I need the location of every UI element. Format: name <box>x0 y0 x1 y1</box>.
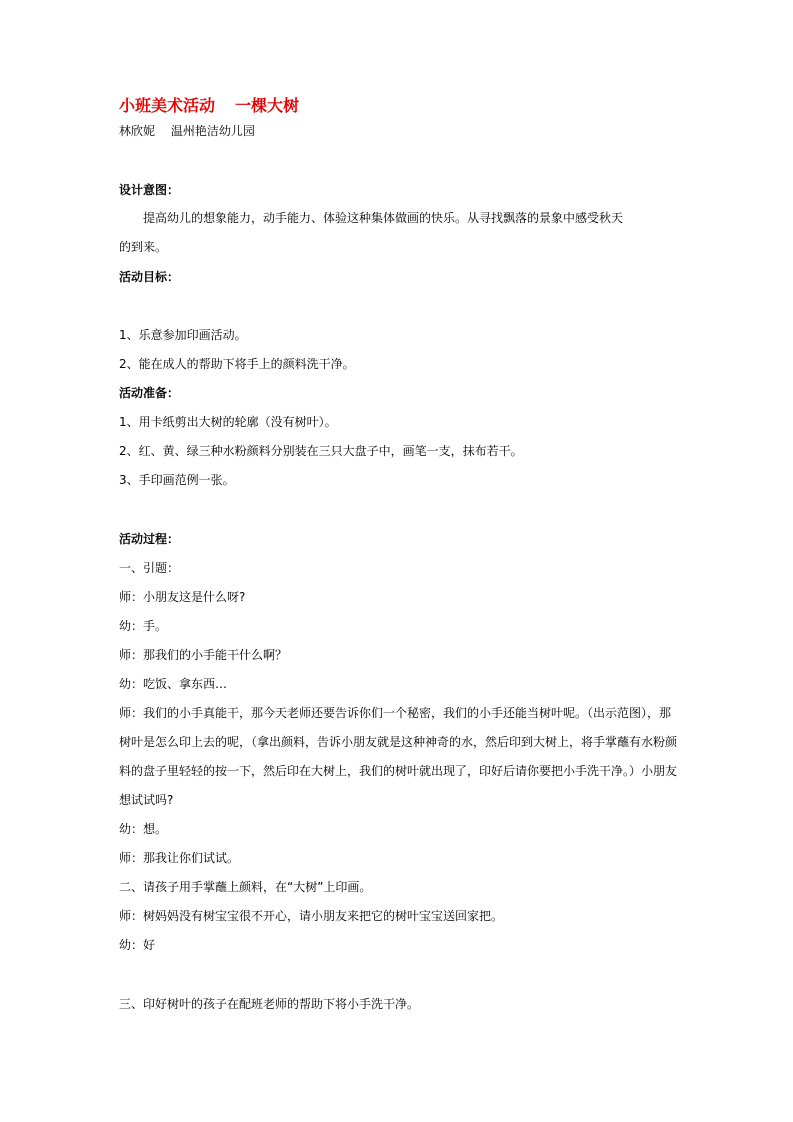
dialogue-line: 幼：吃饭、拿东西… <box>119 677 228 691</box>
design-paragraph-line-2: 的到来。 <box>119 240 168 254</box>
goal-item-2: 2、能在成人的帮助下将手上的颜料洗干净。 <box>119 357 355 371</box>
author-line: 林欣妮 温州艳洁幼儿园 <box>119 124 255 138</box>
process-step-1-title: 一、引题： <box>119 561 180 575</box>
dialogue-line: 幼：手。 <box>119 619 168 633</box>
title-part-topic: 一棵大树 <box>235 96 300 115</box>
preparation-heading: 活动准备： <box>119 386 180 400</box>
dialogue-line: 师：那我让你们试试。 <box>119 851 240 865</box>
preparation-item-3: 3、手印画范例一张。 <box>119 473 235 487</box>
dialogue-line: 幼：想。 <box>119 822 168 836</box>
dialogue-line: 幼：好 <box>119 938 156 952</box>
title-part-activity: 小班美术活动 <box>119 96 216 115</box>
process-step-2-title: 二、请孩子用手掌蘸上颜料，在“大树”上印画。 <box>119 880 372 894</box>
design-paragraph-line-1: 提高幼儿的想象能力，动手能力、体验这种集体做画的快乐。从寻找飘落的景象中感受秋天 <box>143 211 624 225</box>
preparation-item-1: 1、用卡纸剪出大树的轮廓（没有树叶）。 <box>119 415 337 429</box>
goals-heading: 活动目标： <box>119 270 180 284</box>
dialogue-paragraph: 师：我们的小手真能干，那今天老师还要告诉你们一个秘密，我们的小手还能当树叶呢。（出示范图），那树叶是怎么印上去的呢，（拿出颜料，告诉小朋友就是这种神奇的水，然后印到大树上，将手掌蘸有水粉颜料的盘子里轻轻的按一下，然后印在大树上，我们的树叶就出现了，印好后请你要把小手洗干净。）小朋友想试试吗? <box>119 706 678 807</box>
dialogue-line: 师：那我们的小手能干什么啊？ <box>119 648 288 662</box>
document-title <box>119 95 677 117</box>
dialogue-line: 师：树妈妈没有树宝宝很不开心，请小朋友来把它的树叶宝宝送回家把。 <box>119 909 504 923</box>
process-step-3-title: 三、印好树叶的孩子在配班老师的帮助下将小手洗干净。 <box>119 997 420 1011</box>
preparation-item-2: 2、红、黄、绿三种水粉颜料分别装在三只大盘子中，画笔一支，抹布若干。 <box>119 444 523 458</box>
goal-item-1: 1、乐意参加印画活动。 <box>119 328 247 342</box>
dialogue-line: 师：小朋友这是什么呀? <box>119 590 246 604</box>
design-heading: 设计意图： <box>119 183 180 197</box>
process-heading: 活动过程： <box>119 532 180 546</box>
